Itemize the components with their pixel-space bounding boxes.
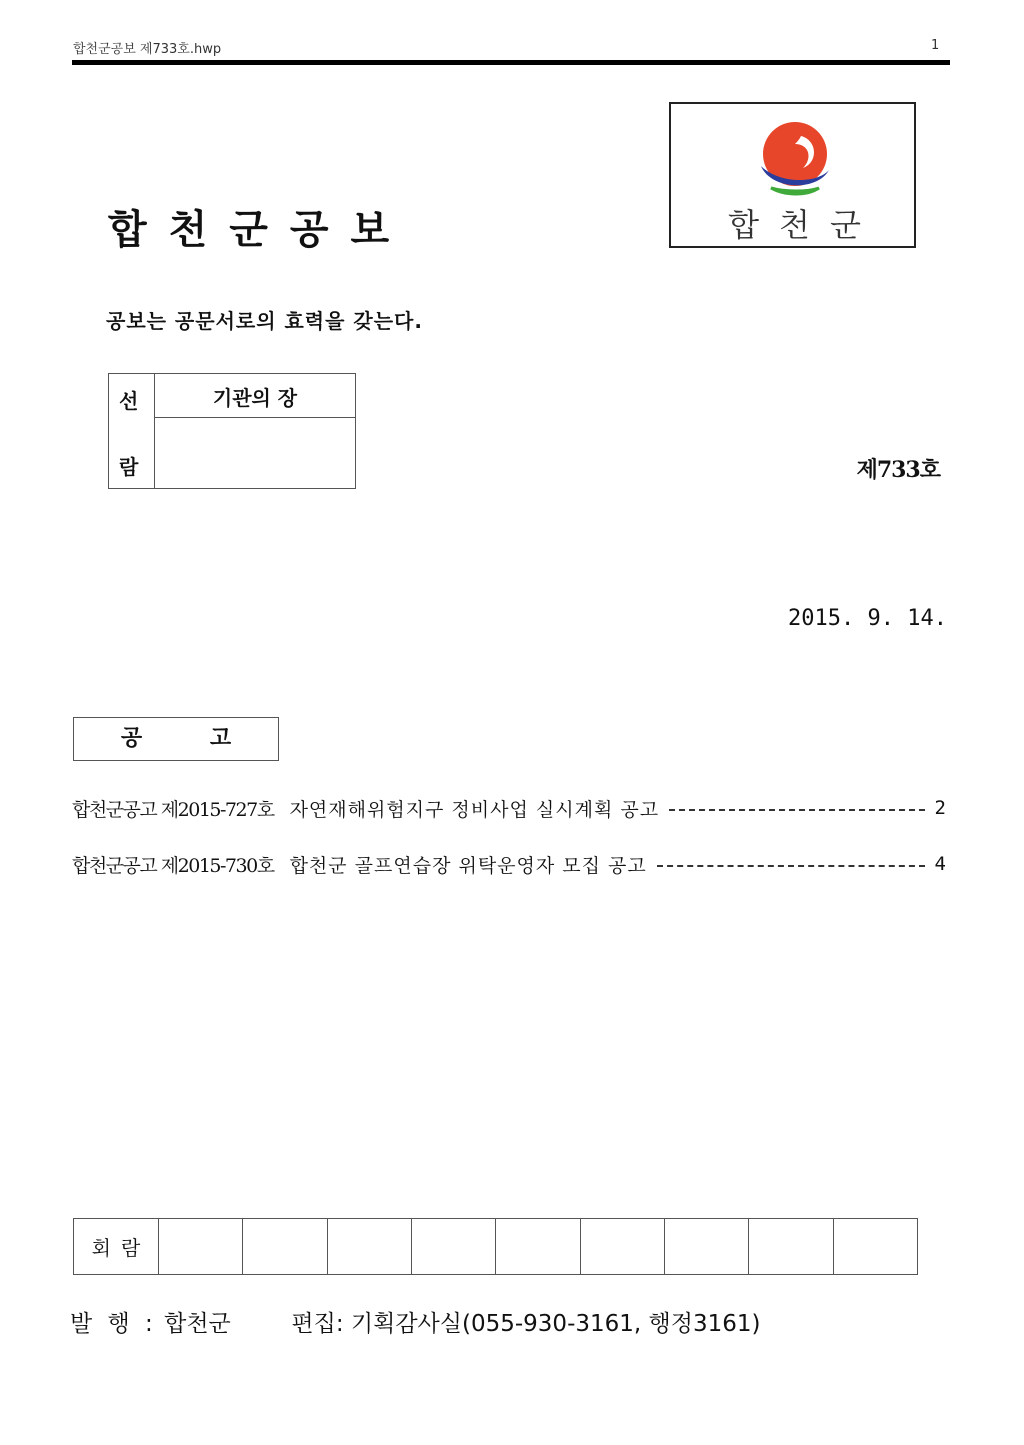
review-table <box>108 373 356 489</box>
toc-page-number: 4 <box>934 853 946 875</box>
toc-item[interactable] <box>72 793 946 823</box>
circulation-table <box>73 1218 918 1275</box>
circulation-cell <box>580 1219 664 1274</box>
section-title: 공 고 <box>73 717 279 761</box>
footer <box>70 1305 760 1338</box>
toc-notice-number: 합천군공고 제2015-727호 <box>72 798 274 821</box>
circulation-cell <box>495 1219 579 1274</box>
header-file-name: 합천군공보 제733호.hwp <box>73 42 222 57</box>
review-header: 기관의 장 <box>212 386 298 410</box>
issue-number: 제733호 <box>856 457 940 483</box>
circulation-cell <box>748 1219 832 1274</box>
issue-date: 2015. 9. 14. <box>788 606 947 631</box>
emblem-wave-green <box>771 188 819 194</box>
logo-text: 합천군 <box>728 206 881 244</box>
review-side-label-bottom: 람 <box>119 455 139 479</box>
review-side-label-top: 선 <box>119 389 139 413</box>
footer-publisher-label: 발 행 : <box>70 1311 157 1337</box>
footer-publisher: 합천군 <box>164 1311 231 1337</box>
circulation-cell <box>833 1219 917 1274</box>
page-title: 합천군공보 <box>108 207 412 253</box>
header-page-number: 1 <box>931 38 940 53</box>
toc-notice-title: 자연재해위험지구 정비사업 실시계획 공고 <box>289 798 660 821</box>
subtitle: 공보는 공문서로의 효력을 갖는다. <box>106 309 423 333</box>
review-table-divider <box>155 417 355 418</box>
header-divider <box>72 60 950 65</box>
footer-editor-label: 편집: <box>291 1311 344 1337</box>
circulation-cell <box>664 1219 748 1274</box>
hapcheon-emblem-icon <box>755 114 835 204</box>
circulation-cell <box>411 1219 495 1274</box>
circulation-label: 회람 <box>91 1236 151 1260</box>
footer-editor: 기획감사실(055-930-3161, 행정3161) <box>350 1311 761 1337</box>
circulation-cell <box>242 1219 326 1274</box>
circulation-cell <box>327 1219 411 1274</box>
toc-leader <box>669 809 924 811</box>
logo-box <box>669 102 916 248</box>
toc-item[interactable] <box>72 849 946 879</box>
toc-page-number: 2 <box>934 797 946 819</box>
toc-notice-title: 합천군 골프연습장 위탁운영자 모집 공고 <box>289 854 647 877</box>
circulation-cell <box>158 1219 242 1274</box>
toc-notice-number: 합천군공고 제2015-730호 <box>72 854 274 877</box>
toc-leader <box>657 865 925 867</box>
